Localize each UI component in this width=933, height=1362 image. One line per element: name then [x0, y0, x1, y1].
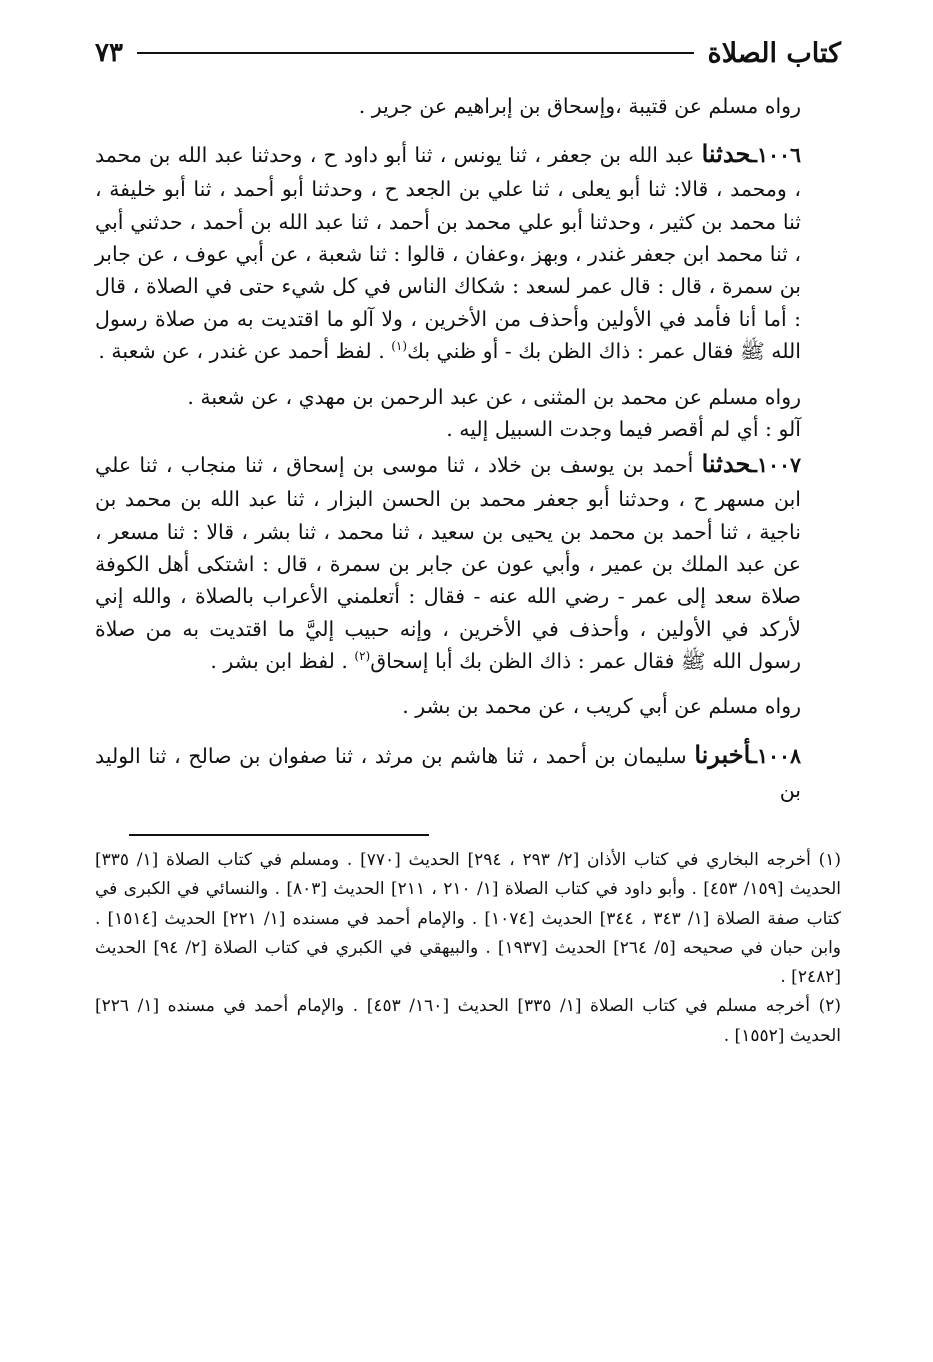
hadith-1006 — [95, 135, 841, 367]
footnote-marker-1: (١) — [391, 339, 408, 354]
footnote-2: (٢) أخرجه مسلم في كتاب الصلاة [١/ ٣٣٥] الحديث [١٦٠/ ٤٥٣] . والإمام أحمد في مسنده [١/ ٢٢٦] الحديث [١٥٥٢] . — [95, 996, 841, 1046]
hadith-text: أحمد بن يوسف بن خلاد ، ثنا موسى بن إسحاق ، ثنا منجاب ، ثنا علي ابن مسهر ح ، وحدثنا أبو جعفر محمد بن الحسن البزار ، ثنا عبد الله بن محمد بن ناجية ، ثنا أحمد بن محمد بن يحيى بن سعيد ، ثنا محمد ، ثنا بشر ، قالا : ثنا مسعر ، عن عبد الملك بن عمير ، وأبي عون عن جابر بن سمرة ، قال : اشتكى أهل الكوفة صلاة سعد إلى عمر - رضي الله عنه - فقال : أتعلمني الأعراب بالصلاة ، والله إني لأركد في الأولين ، وأحذف في الأخرين ، وإنه حبيب إليَّ ما اقتديت به من صلاة رسول الله ﷺ فقال عمر : ذاك الظن بك أبا إسحاق — [95, 453, 801, 674]
narration-keyword: أخبرنا — [694, 739, 751, 769]
book-page — [95, 28, 841, 1362]
page-number: ٧٣ — [95, 38, 123, 68]
hadith-text-end: . لفظ ابن بشر . — [210, 649, 355, 674]
hadith-text-end: . لفظ أحمد عن غندر ، عن شعبة . — [98, 339, 392, 364]
hadith-1008 — [95, 736, 841, 806]
main-text — [95, 90, 841, 806]
hadith-text: سليمان بن أحمد ، ثنا هاشم بن مرثد ، ثنا صفوان بن صالح ، ثنا الوليد بن — [95, 743, 801, 802]
hadith-1007 — [95, 445, 841, 677]
hadith-text: عبد الله بن جعفر ، ثنا يونس ، ثنا أبو داود ح ، وحدثنا عبد الله بن محمد ، ومحمد ، قالا: ثنا أبو يعلى ، ثنا علي بن الجعد ح ، وحدثنا أبو أحمد ، ثنا أبو خليفة ، ثنا محمد بن كثير ، وحدثنا أبو علي محمد بن أحمد ، ثنا عبد الله بن أحمد ، حدثني أبي ، ثنا محمد ابن جعفر غندر ، وبهز ،وعفان ، قالوا : ثنا شعبة ، عن أبي عوف ، عن جابر بن سمرة ، قال : قال عمر لسعد : شكاك الناس في كل شيء حتى في الصلاة ، قال : أما أنا فأمد في الأولين وأحذف من الأخرين ، ولا آلو ما اقتديت به من صلاة رسول الله ﷺ فقال عمر : ذاك الظن بك - أو ظني بك — [94, 143, 801, 364]
word-gloss: آلو : أي لم أقصر فيما وجدت السبيل إليه . — [446, 416, 801, 441]
running-header — [95, 28, 841, 78]
footnote-1: (١) أخرجه البخاري في كتاب الأذان [٢/ ٢٩٣ ، ٢٩٤] الحديث [٧٧٠] . ومسلم في كتاب الصلاة [١/ ٣٣٥] الحديث [١٥٩/ ٤٥٣] . وأبو داود في كتاب الصلاة [١/ ٢١٠ ، ٢١١] الحديث [٨٠٣] . والنسائي في الكبرى في كتاب صفة الصلاة [١/ ٣٤٣ ، ٣٤٤] الحديث [١٠٧٤] . والإمام أحمد في مسنده [١/ ٢٢١] الحديث [١٥١٤] . وابن حبان في صحيحه [٥/ ٢٦٤] الحديث [١٩٣٧] . والبيهقي في الكبري في كتاب الصلاة [٢/ ٩٤] الحديث [٢٤٨٢] . — [95, 850, 842, 988]
muslim-reference-3: رواه مسلم عن أبي كريب ، عن محمد بن بشر . — [402, 694, 801, 719]
hadith-number: ١٠٠٧ـ — [750, 453, 801, 478]
narration-keyword: حدثنا — [701, 449, 751, 479]
footnote-separator — [129, 834, 429, 836]
muslim-reference-2: رواه مسلم عن محمد بن المثنى ، عن عبد الرحمن بن مهدي ، عن شعبة . — [187, 384, 801, 409]
hadith-number: ١٠٠٦ـ — [750, 143, 801, 168]
muslim-reference-1: رواه مسلم عن قتيبة ،وإسحاق بن إبراهيم عن جرير . — [358, 94, 801, 118]
footnotes — [95, 846, 841, 1051]
chapter-title: كتاب الصلاة — [707, 37, 841, 69]
footnote-marker-2: (٢) — [354, 649, 371, 664]
hadith-number: ١٠٠٨ـ — [750, 743, 801, 768]
header-rule — [137, 52, 694, 54]
narration-keyword: حدثنا — [701, 139, 751, 169]
